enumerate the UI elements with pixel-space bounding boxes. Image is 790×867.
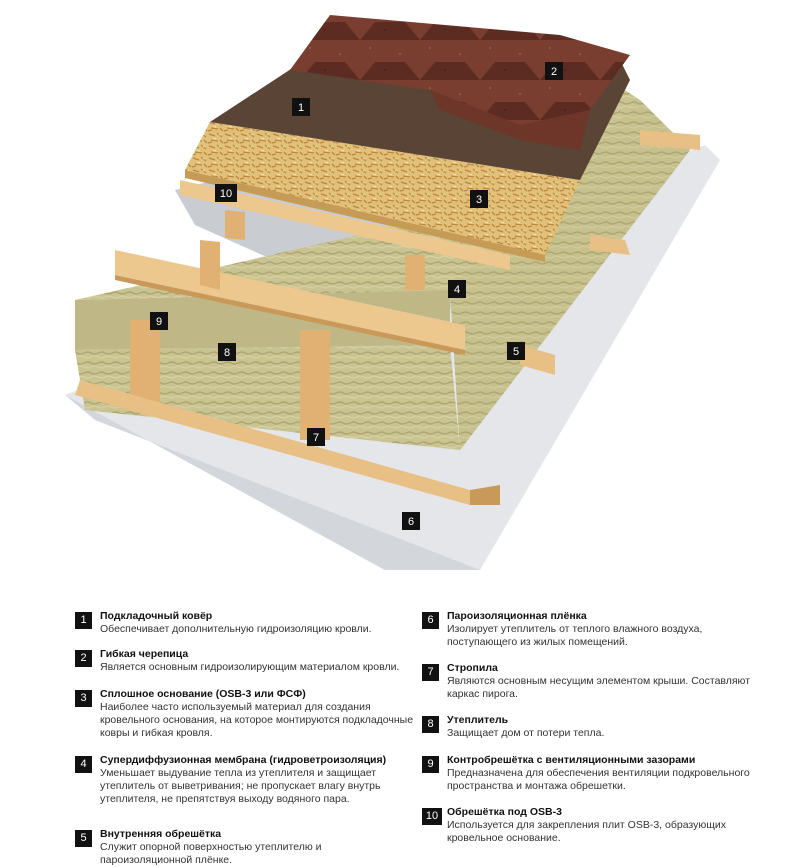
legend-title: Контробрешётка с вентиляционными зазорами xyxy=(447,754,696,766)
badge-9 xyxy=(150,312,168,330)
legend-description: Предназначена для обеспечения вентиляции подкровельного пространства и монтажа обрешетки. xyxy=(447,767,750,792)
legend-description: Являются основным несущим элементом крыши. Составляют каркас пирога. xyxy=(447,675,751,700)
legend-description: Служит опорной поверхностью утеплителю и пароизоляционной плёнке. xyxy=(100,841,322,866)
legend-description: Наиболее часто используемый материал для создания кровельного основания, на которое монтируются подкладочные ковры и гибкая кровля. xyxy=(100,701,414,739)
badge-4 xyxy=(448,280,466,298)
legend-title: Гибкая черепица xyxy=(100,648,189,660)
legend-number: 5 xyxy=(75,830,92,847)
legend-title: Обрешётка под OSB-3 xyxy=(447,806,562,818)
legend-description: Используется для закрепления плит OSB-3, образующих кровельное основание. xyxy=(447,819,726,844)
legend-number: 4 xyxy=(75,756,92,773)
badge-2 xyxy=(545,62,563,80)
badge-1 xyxy=(292,98,310,116)
svg-text:1: 1 xyxy=(297,102,305,114)
legend-number: 1 xyxy=(75,612,92,629)
badge-6 xyxy=(402,512,420,530)
legend-number: 2 xyxy=(75,650,92,667)
svg-text:8: 8 xyxy=(223,347,231,359)
badge-5 xyxy=(507,342,525,360)
legend-title: Подкладочный ковёр xyxy=(100,610,213,622)
svg-text:9: 9 xyxy=(155,316,163,328)
legend-description: Является основным гидроизолирующим материалом кровли. xyxy=(100,661,400,673)
legend-description: Изолирует утеплитель от теплого влажного воздуха, поступающего из жилых помещений. xyxy=(447,623,703,648)
legend-title: Супердиффузионная мембрана (гидроветроизоляция) xyxy=(100,754,387,766)
legend-description: Обеспечивает дополнительную гидроизоляцию кровли. xyxy=(100,623,372,635)
legend-title: Внутренняя обрешётка xyxy=(100,828,222,840)
legend-description: Защищает дом от потери тепла. xyxy=(447,727,605,739)
badge-7 xyxy=(307,428,325,446)
badge-8 xyxy=(218,343,236,361)
legend-number: 7 xyxy=(422,664,439,681)
svg-text:7: 7 xyxy=(312,432,320,444)
badge-10 xyxy=(215,184,237,202)
svg-text:3: 3 xyxy=(475,194,483,206)
svg-text:5: 5 xyxy=(512,346,520,358)
legend-title: Пароизоляционная плёнка xyxy=(447,610,587,622)
svg-text:2: 2 xyxy=(550,66,558,78)
legend-number: 3 xyxy=(75,690,92,707)
legend-title: Утеплитель xyxy=(447,714,509,726)
badge-3 xyxy=(470,190,488,208)
legend-number: 10 xyxy=(422,808,442,825)
svg-text:10: 10 xyxy=(219,188,233,200)
svg-text:4: 4 xyxy=(453,284,461,296)
legend-description: Уменьшает выдувание тепла из утеплителя и защищает утеплитель от выветривания; не пропускает влагу внутрь утеплителя, не препятствуя выходу водяного пара. xyxy=(100,767,381,805)
legend-title: Стропила xyxy=(447,662,498,674)
svg-text:6: 6 xyxy=(407,516,415,528)
legend-number: 9 xyxy=(422,756,439,773)
legend xyxy=(0,600,790,867)
legend-title: Сплошное основание (OSB-3 или ФСФ) xyxy=(100,688,306,700)
legend-number: 8 xyxy=(422,716,439,733)
legend-number: 6 xyxy=(422,612,439,629)
